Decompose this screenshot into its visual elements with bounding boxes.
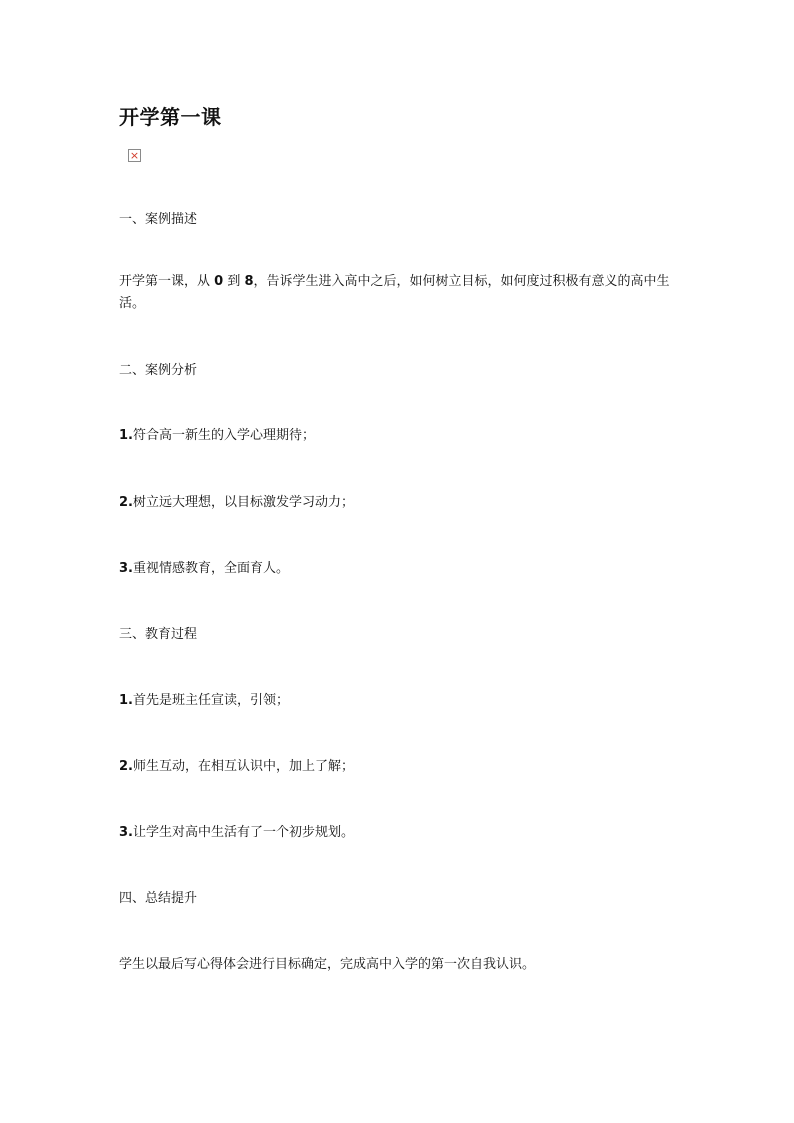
list-item-text: 树立远大理想，以目标激发学习动力； [132, 495, 354, 510]
desc-text-part-2: 到 [223, 274, 245, 289]
list-item-number: 3. [119, 825, 133, 840]
list-item-number: 1. [119, 428, 133, 443]
list-item-text: 师生互动，在相互认识中，加上了解； [132, 759, 354, 774]
process-item-3 [119, 822, 354, 844]
analysis-item-1 [119, 425, 315, 447]
list-item-text: 让学生对高中生活有了一个初步规划。 [132, 825, 354, 840]
list-item-text: 首先是班主任宣读，引领； [132, 693, 289, 708]
list-item-number: 2. [119, 495, 133, 510]
broken-image-icon: × [129, 149, 140, 162]
document-title: 开学第一课 [119, 105, 222, 129]
analysis-item-2 [119, 492, 354, 514]
list-item-text: 符合高一新生的入学心理期待； [132, 428, 315, 443]
list-item-number: 2. [119, 759, 133, 774]
summary-paragraph: 学生以最后写心得体会进行目标确定，完成高中入学的第一次自我认识。 [119, 957, 536, 972]
section-heading-case-description: 一、案例描述 [119, 212, 198, 227]
desc-number-0: 0 [214, 274, 224, 289]
desc-text-part-1: 开学第一课，从 [119, 274, 215, 289]
list-item-number: 1. [119, 693, 133, 708]
analysis-item-3 [119, 558, 289, 580]
desc-number-8: 8 [244, 274, 254, 289]
list-item-text: 重视情感教育，全面育人。 [132, 561, 289, 576]
section-heading-summary: 四、总结提升 [119, 891, 198, 906]
section-heading-case-analysis: 二、案例分析 [119, 363, 198, 378]
case-description-paragraph [119, 271, 679, 315]
process-item-2 [119, 756, 354, 778]
list-item-number: 3. [119, 561, 133, 576]
desc-text-part-3: ，告诉学生进入高中之后，如何树立目标，如何度过积极有意义的高中生活。 [119, 274, 670, 311]
process-item-1 [119, 690, 289, 712]
section-heading-education-process: 三、教育过程 [119, 627, 198, 642]
